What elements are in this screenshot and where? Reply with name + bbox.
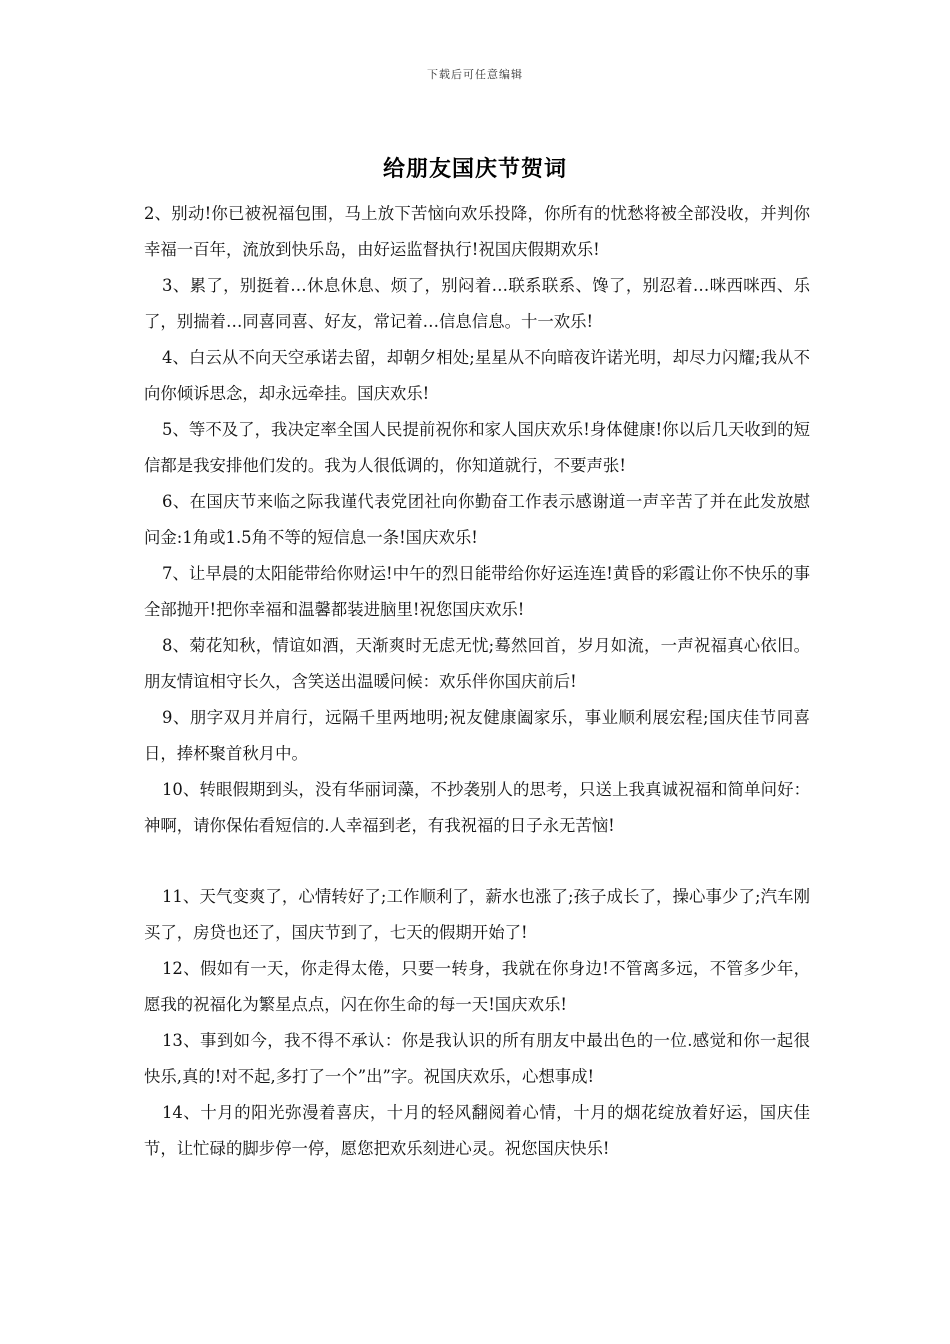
paragraph-6: 6、在国庆节来临之际我谨代表党团社向你勤奋工作表示感谢道一声辛苦了并在此发放慰问金:1角或1.5角不等的短信息一条!国庆欢乐!: [144, 492, 810, 547]
paragraph-11: 11、天气变爽了，心情转好了;工作顺利了，薪水也涨了;孩子成长了，操心事少了;汽车刚买了，房贷也还了，国庆节到了，七天的假期开始了!: [144, 887, 810, 942]
paragraph-5: 5、等不及了，我决定率全国人民提前祝你和家人国庆欢乐!身体健康!你以后几天收到的短信都是我安排他们发的。我为人很低调的，你知道就行，不要声张!: [144, 420, 810, 475]
paragraph-13: 13、事到如今，我不得不承认：你是我认识的所有朋友中最出色的一位.感觉和你一起很快乐,真的!对不起,多打了一个”出”字。祝国庆欢乐，心想事成!: [144, 1031, 810, 1086]
paragraph-7: 7、让早晨的太阳能带给你财运!中午的烈日能带给你好运连连!黄昏的彩霞让你不快乐的事全部抛开!把你幸福和温馨都装进脑里!祝您国庆欢乐!: [144, 564, 810, 619]
header-note: 下载后可任意编辑: [427, 68, 523, 81]
paragraph-9: 9、朋字双月并肩行，远隔千里两地明;祝友健康阖家乐，事业顺利展宏程;国庆佳节同喜日，捧杯聚首秋月中。: [144, 708, 810, 763]
paragraph-14: 14、十月的阳光弥漫着喜庆，十月的轻风翻阅着心情，十月的烟花绽放着好运，国庆佳节，让忙碌的脚步停一停，愿您把欢乐刻进心灵。祝您国庆快乐!: [144, 1103, 810, 1158]
paragraph-2: 2、别动!你已被祝福包围，马上放下苦恼向欢乐投降，你所有的忧愁将被全部没收，并判你幸福一百年，流放到快乐岛，由好运监督执行!祝国庆假期欢乐!: [144, 204, 810, 259]
paragraph-8: 8、菊花知秋，情谊如酒，天渐爽时无虑无忧;蓦然回首，岁月如流，一声祝福真心依旧。朋友情谊相守长久，含笑送出温暖问候：欢乐伴你国庆前后!: [144, 636, 810, 691]
paragraph-3: 3、累了，别挺着…休息休息、烦了，别闷着…联系联系、馋了，别忍着…咪西咪西、乐了，别揣着…同喜同喜、好友，常记着…信息信息。十一欢乐!: [144, 276, 810, 331]
blank-line: [144, 844, 810, 879]
paragraph-12: 12、假如有一天，你走得太倦，只要一转身，我就在你身边!不管离多远，不管多少年，愿我的祝福化为繁星点点，闪在你生命的每一天!国庆欢乐!: [144, 959, 810, 1014]
document-body: [144, 196, 810, 1167]
paragraph-4: 4、白云从不向天空承诺去留，却朝夕相处;星星从不向暗夜许诺光明，却尽力闪耀;我从不向你倾诉思念，却永远牵挂。国庆欢乐!: [144, 348, 810, 403]
document-title: 给朋友国庆节贺词: [382, 156, 567, 182]
paragraph-10: 10、转眼假期到头，没有华丽词藻，不抄袭别人的思考，只送上我真诚祝福和简单问好：神啊，请你保佑看短信的.人幸福到老，有我祝福的日子永无苦恼!: [144, 780, 810, 835]
